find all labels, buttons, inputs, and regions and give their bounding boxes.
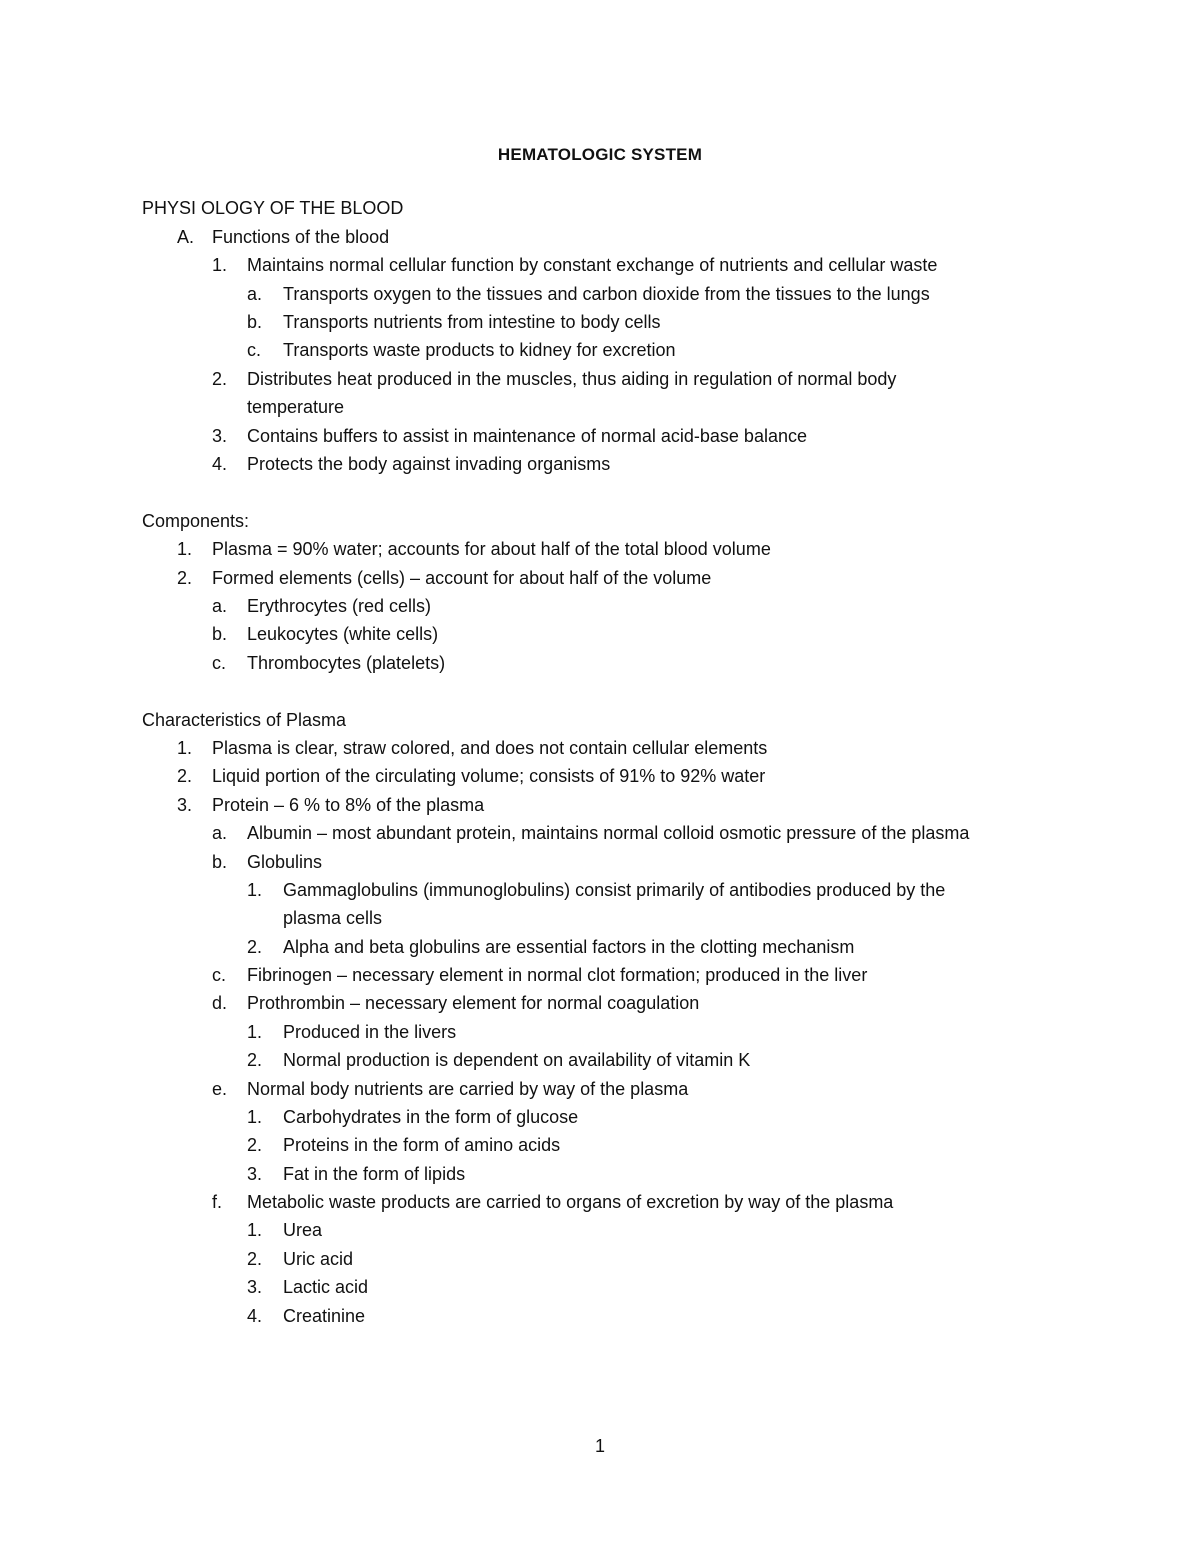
list-item-text: Contains buffers to assist in maintenance of normal acid-base balance	[247, 426, 807, 446]
document-title: HEMATOLOGIC SYSTEM	[497, 145, 703, 164]
list-item-text: Globulins	[247, 852, 323, 872]
list-item-text: Normal body nutrients are carried by way of the plasma	[247, 1079, 689, 1099]
list-item-text: Albumin – most abundant protein, maintains normal colloid osmotic pressure of the plasma	[247, 823, 970, 843]
list-marker: b.	[247, 312, 263, 332]
list-marker: 2.	[247, 1249, 263, 1269]
list-item-text: Distributes heat produced in the muscles, thus aiding in regulation of normal body	[247, 369, 897, 389]
list-item-text: Creatinine	[283, 1306, 366, 1326]
list-item-text: Thrombocytes (platelets)	[247, 653, 446, 673]
list-marker: c.	[247, 340, 262, 360]
list-marker: 1.	[247, 1107, 263, 1127]
list-marker: 2.	[247, 1050, 263, 1070]
list-item-text: Urea	[283, 1220, 323, 1240]
list-item-text: Produced in the livers	[283, 1022, 457, 1042]
list-marker: b.	[212, 624, 228, 644]
list-marker: d.	[212, 993, 228, 1013]
list-item-text: PHYSI OLOGY OF THE BLOOD	[142, 198, 404, 218]
list-marker: 3.	[247, 1164, 263, 1184]
list-marker: 1.	[177, 738, 193, 758]
list-marker: 2.	[247, 937, 263, 957]
list-item-text: Proteins in the form of amino acids	[283, 1135, 561, 1155]
list-item-text: Prothrombin – necessary element for normal coagulation	[247, 993, 700, 1013]
list-item-text: Gammaglobulins (immunoglobulins) consist primarily of antibodies produced by the	[283, 880, 946, 900]
list-marker: 3.	[212, 426, 228, 446]
list-marker: a.	[212, 823, 228, 843]
list-item-text: Characteristics of Plasma	[142, 710, 347, 730]
list-item-text: Transports oxygen to the tissues and carbon dioxide from the tissues to the lungs	[283, 284, 930, 304]
list-marker: a.	[247, 284, 263, 304]
list-item-text: Plasma = 90% water; accounts for about half of the total blood volume	[212, 539, 771, 559]
list-item-text: plasma cells	[283, 908, 383, 928]
list-item-text: Functions of the blood	[212, 227, 390, 247]
list-marker: e.	[212, 1079, 228, 1099]
list-item-text: Transports waste products to kidney for excretion	[283, 340, 676, 360]
list-item-text: Carbohydrates in the form of glucose	[283, 1107, 579, 1127]
list-marker: 2.	[177, 568, 193, 588]
list-item-text: Liquid portion of the circulating volume; consists of 91% to 92% water	[212, 766, 766, 786]
list-marker: 3.	[247, 1277, 263, 1297]
list-item-text: Components:	[142, 511, 250, 531]
list-marker: a.	[212, 596, 228, 616]
list-item-text: Protein – 6 % to 8% of the plasma	[212, 795, 485, 815]
list-item-text: Uric acid	[283, 1249, 354, 1269]
list-item-text: Plasma is clear, straw colored, and does not contain cellular elements	[212, 738, 768, 758]
list-item-text: Normal production is dependent on availability of vitamin K	[283, 1050, 751, 1070]
list-item-text: Maintains normal cellular function by constant exchange of nutrients and cellular waste	[247, 255, 938, 275]
list-item-text: Erythrocytes (red cells)	[247, 596, 432, 616]
list-marker: 4.	[247, 1306, 263, 1326]
list-item-text: Lactic acid	[283, 1277, 369, 1297]
list-marker: 1.	[247, 1220, 263, 1240]
page-number: 1	[594, 1436, 605, 1456]
list-marker: 2.	[247, 1135, 263, 1155]
list-marker: c.	[212, 653, 227, 673]
list-item-text: Fat in the form of lipids	[283, 1164, 466, 1184]
list-marker: 1.	[212, 255, 228, 275]
list-item-text: Protects the body against invading organisms	[247, 454, 611, 474]
list-item-text: Fibrinogen – necessary element in normal clot formation; produced in the liver	[247, 965, 868, 985]
list-marker: A.	[177, 227, 195, 247]
list-item-text: temperature	[247, 397, 345, 417]
list-marker: 1.	[247, 880, 263, 900]
list-marker: c.	[212, 965, 227, 985]
list-item-text: Leukocytes (white cells)	[247, 624, 439, 644]
list-marker: f.	[212, 1192, 223, 1212]
list-marker: 2.	[212, 369, 228, 389]
list-item-text: Transports nutrients from intestine to body cells	[283, 312, 661, 332]
list-marker: b.	[212, 852, 228, 872]
list-marker: 2.	[177, 766, 193, 786]
list-marker: 1.	[247, 1022, 263, 1042]
list-marker: 1.	[177, 539, 193, 559]
list-item-text: Formed elements (cells) – account for about half of the volume	[212, 568, 712, 588]
list-marker: 3.	[177, 795, 193, 815]
list-item-text: Metabolic waste products are carried to organs of excretion by way of the plasma	[247, 1192, 894, 1212]
list-item-text: Alpha and beta globulins are essential factors in the clotting mechanism	[283, 937, 855, 957]
list-marker: 4.	[212, 454, 228, 474]
